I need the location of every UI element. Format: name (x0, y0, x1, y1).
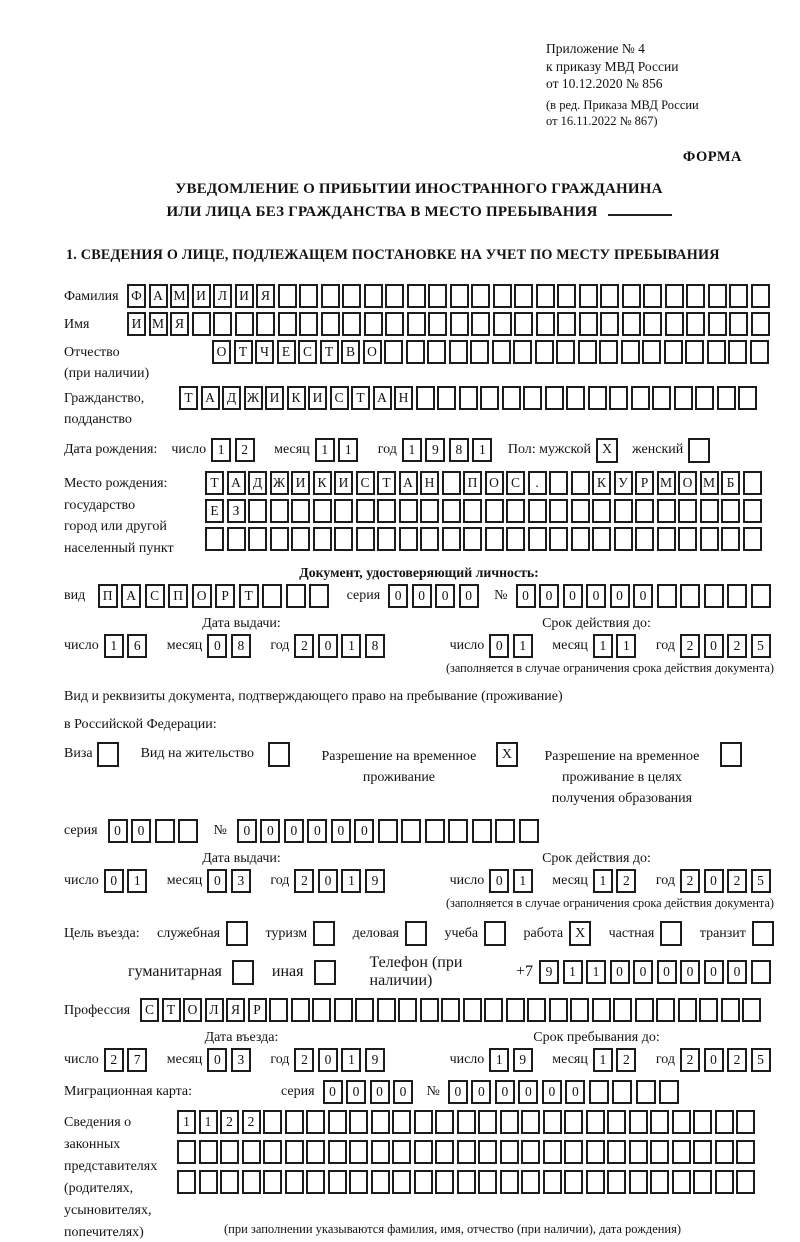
legal-reps-label6: попечителях) (64, 1221, 177, 1242)
residence-doc-options (64, 742, 774, 809)
migration-series-label: серия (281, 1084, 315, 1100)
day-label: число (64, 873, 99, 889)
residence-expiry-month[interactable]: 1 2 (593, 869, 640, 893)
identity-doc-series-label: серия (347, 588, 381, 604)
residence-issue-day[interactable]: 0 1 (104, 869, 151, 893)
identity-doc-row (64, 584, 774, 608)
appendix-line: Приложение № 4 (546, 40, 762, 58)
temp-residence-education-option (532, 742, 742, 809)
visa-option (64, 742, 119, 767)
identity-doc-date-headers (64, 616, 774, 632)
patronymic-row (64, 340, 774, 384)
patronymic-label: Отчество (64, 340, 212, 363)
residence-permit-label: Вид на жительство (141, 742, 254, 762)
purpose-other-label: иная (272, 963, 304, 981)
temp-residence-label: Разрешение на временное проживание (310, 742, 488, 788)
entry-year[interactable]: 2 0 1 9 (294, 1048, 388, 1072)
given-name-label: Имя (64, 312, 127, 335)
stay-until-year[interactable]: 2 0 2 5 (680, 1048, 774, 1072)
residence-series-field[interactable]: 0 0 (108, 819, 202, 843)
form-title-line1: УВЕДОМЛЕНИЕ О ПРИБЫТИИ ИНОСТРАННОГО ГРАЖДАНИНА (64, 178, 774, 201)
legal-reps-label2: законных (64, 1133, 177, 1155)
surname-label: Фамилия (64, 284, 127, 307)
given-name-row (64, 312, 774, 336)
citizenship-sublabel: подданство (64, 409, 179, 430)
patronymic-field[interactable]: О Т Ч Е С Т В О (212, 340, 771, 364)
residence-issue-year[interactable]: 2 0 1 9 (294, 869, 388, 893)
purpose-study (444, 921, 506, 946)
day-label: число (450, 638, 485, 654)
birth-month-field[interactable]: 1 1 (315, 438, 362, 462)
legal-reps-field-row2[interactable] (177, 1140, 758, 1164)
entry-dates-row (64, 1048, 774, 1072)
form-title-line2: ИЛИ ЛИЦА БЕЗ ГРАЖДАНСТВА В МЕСТО ПРЕБЫВАНИЯ (167, 204, 598, 220)
visa-checkbox[interactable] (97, 742, 119, 767)
residence-doc-date-headers (64, 851, 774, 867)
migration-series-field[interactable]: 0 0 0 0 (323, 1080, 417, 1104)
residence-series-label: серия (64, 823, 98, 839)
entry-date-header: Дата въезда: (64, 1030, 419, 1046)
birth-day-field[interactable]: 1 2 (211, 438, 258, 462)
birth-place-label-city1: город или другой (64, 515, 205, 537)
patronymic-sublabel: (при наличии) (64, 363, 212, 384)
purpose-work-checkbox[interactable]: X (569, 921, 591, 946)
legal-reps-label4: (родителях, (64, 1177, 177, 1199)
purpose-work-label: работа (523, 926, 563, 942)
appendix-amendment-line: от 16.11.2022 № 867) (546, 113, 762, 129)
legal-reps-label1: Сведения о (64, 1110, 177, 1133)
day-label: число (450, 1052, 485, 1068)
temp-residence-option (310, 742, 518, 788)
year-label: год (656, 873, 675, 889)
appendix-line: к приказу МВД России (546, 58, 762, 76)
legal-reps-note: (при заполнении указываются фамилия, имя, отчество (при наличии), дата рождения) (224, 1222, 774, 1237)
entry-purpose-row (64, 921, 774, 946)
appendix-amendment-line: (в ред. Приказа МВД России (546, 97, 762, 113)
residence-issue-month[interactable]: 0 3 (207, 869, 254, 893)
migration-number-label: № (427, 1084, 440, 1100)
legal-reps-field-row1[interactable]: 1 1 2 2 (177, 1110, 758, 1134)
purpose-tourism (266, 921, 336, 946)
purpose-transit-checkbox[interactable] (752, 921, 774, 946)
residence-doc-dates-row (64, 869, 774, 893)
month-label: месяц (167, 873, 203, 889)
phone-prefix: +7 (516, 963, 533, 981)
stay-until-month[interactable]: 1 2 (593, 1048, 640, 1072)
month-label: месяц (167, 1052, 203, 1068)
birth-date-row (64, 438, 774, 463)
temp-residence-education-label: Разрешение на временное проживание в целях получения образования (532, 742, 712, 809)
purpose-official (157, 921, 248, 946)
purpose-private-label: частная (609, 926, 655, 942)
surname-row (64, 284, 774, 308)
entry-day[interactable]: 2 7 (104, 1048, 151, 1072)
identity-doc-note: (заполняется в случае ограничения срока действия документа) (64, 661, 774, 676)
month-label: месяц (552, 638, 588, 654)
identity-doc-dates-row (64, 634, 774, 658)
purpose-transit-label: транзит (700, 926, 746, 942)
birth-place-label: Место рождения: (64, 471, 205, 494)
profession-field[interactable]: С Т О Л Я Р (140, 998, 764, 1022)
temp-residence-education-checkbox[interactable] (720, 742, 742, 767)
sex-female-label: женский (632, 442, 683, 458)
day-label: число (171, 442, 206, 458)
appendix-line: от 10.12.2020 № 856 (546, 75, 762, 93)
month-label: месяц (274, 442, 310, 458)
citizenship-label: Гражданство, (64, 386, 179, 409)
identity-doc-type-label: вид (64, 588, 93, 604)
birth-place-label-city2: населенный пункт (64, 537, 205, 559)
month-label: месяц (552, 873, 588, 889)
issue-date-header: Дата выдачи: (64, 851, 419, 867)
purpose-study-checkbox[interactable] (484, 921, 506, 946)
year-label: год (656, 1052, 675, 1068)
legal-reps-label3: представителях (64, 1155, 177, 1177)
migration-card-label: Миграционная карта: (64, 1084, 240, 1100)
purpose-humanitarian-checkbox[interactable] (232, 960, 254, 985)
migration-card-row (64, 1080, 774, 1104)
birth-place-field-row2[interactable]: Е З (205, 499, 764, 523)
residence-number-field[interactable]: 0 0 0 0 0 0 (237, 819, 543, 843)
purpose-official-label: служебная (157, 926, 220, 942)
appendix-header (546, 40, 762, 129)
form-title (64, 178, 774, 223)
migration-number-field[interactable]: 0 0 0 0 0 0 (448, 1080, 683, 1104)
form-number-blank (608, 214, 672, 216)
expiry-date-header: Срок действия до: (419, 616, 774, 632)
surname-field[interactable]: Ф А М И Л И Я (127, 284, 772, 308)
section1-heading: 1. СВЕДЕНИЯ О ЛИЦЕ, ПОДЛЕЖАЩЕМ ПОСТАНОВКЕ НА УЧЕТ ПО МЕСТУ ПРЕБЫВАНИЯ (66, 247, 774, 264)
residence-expiry-day[interactable]: 0 1 (489, 869, 536, 893)
identity-issue-month[interactable]: 0 8 (207, 634, 254, 658)
identity-issue-year[interactable]: 2 0 1 8 (294, 634, 388, 658)
given-name-field[interactable]: И М Я (127, 312, 772, 336)
identity-issue-day[interactable]: 1 6 (104, 634, 151, 658)
residence-expiry-year[interactable]: 2 0 2 5 (680, 869, 774, 893)
forma-label: ФОРМА (64, 149, 742, 166)
birth-place-label-state: государство (64, 494, 205, 516)
residence-doc-intro1: Вид и реквизиты документа, подтверждающего право на пребывание (проживание) (64, 684, 774, 710)
sex-male-checkbox[interactable]: X (596, 438, 618, 463)
birth-place-field-row1[interactable]: Т А Д Ж И К И С Т А Н П О С . К У Р М О М Б (205, 471, 764, 495)
residence-number-label: № (214, 823, 227, 839)
identity-doc-heading: Документ, удостоверяющий личность: (64, 565, 774, 581)
year-label: год (656, 638, 675, 654)
citizenship-row (64, 386, 774, 430)
visa-label: Виза (64, 742, 93, 762)
phone-label: Телефон (при наличии) (370, 954, 470, 990)
purpose-private (609, 921, 683, 946)
purpose-humanitarian (128, 960, 254, 985)
year-label: год (270, 1052, 289, 1068)
identity-doc-number-field[interactable]: 0 0 0 0 0 0 (516, 584, 775, 608)
purpose-study-label: учеба (444, 926, 478, 942)
residence-doc-series-row (64, 819, 774, 843)
month-label: месяц (552, 1052, 588, 1068)
purpose-work (523, 921, 591, 946)
residence-permit-option (141, 742, 290, 767)
birth-place-field-row3[interactable] (205, 527, 764, 551)
residence-doc-note: (заполняется в случае ограничения срока действия документа) (64, 896, 774, 911)
residence-permit-checkbox[interactable] (268, 742, 290, 767)
stay-until-day[interactable]: 1 9 (489, 1048, 536, 1072)
identity-doc-series-field[interactable]: 0 0 0 0 (388, 584, 482, 608)
year-label: год (270, 638, 289, 654)
profession-row (64, 998, 774, 1022)
identity-expiry-year[interactable]: 2 0 2 5 (680, 634, 774, 658)
purpose-official-checkbox[interactable] (226, 921, 248, 946)
identity-doc-type-field[interactable]: П А С П О Р Т (98, 584, 333, 608)
purpose-transit (700, 921, 774, 946)
sex-female-checkbox[interactable] (688, 438, 710, 463)
issue-date-header: Дата выдачи: (64, 616, 419, 632)
expiry-date-header: Срок действия до: (419, 851, 774, 867)
temp-residence-checkbox[interactable]: X (496, 742, 518, 767)
purpose-business (353, 921, 427, 946)
legal-reps-field-row3[interactable] (177, 1170, 758, 1194)
purpose-humanitarian-label: гуманитарная (128, 963, 222, 981)
identity-expiry-day[interactable]: 0 1 (489, 634, 536, 658)
day-label: число (64, 638, 99, 654)
day-label: число (64, 1052, 99, 1068)
year-label: год (378, 442, 397, 458)
profession-label: Профессия (64, 998, 140, 1021)
entry-purpose-row2 (64, 954, 774, 990)
purpose-business-checkbox[interactable] (405, 921, 427, 946)
sex-male-label: Пол: мужской (508, 442, 591, 458)
birth-year-field[interactable]: 1 9 8 1 (402, 438, 496, 462)
entry-date-headers (64, 1030, 774, 1046)
citizenship-field[interactable]: Т А Д Ж И К И С Т А Н (179, 386, 760, 410)
month-label: месяц (167, 638, 203, 654)
purpose-business-label: деловая (353, 926, 399, 942)
entry-month[interactable]: 0 3 (207, 1048, 254, 1072)
phone-field[interactable]: 9 1 1 0 0 0 0 0 0 (539, 960, 774, 984)
purpose-other-checkbox[interactable] (314, 960, 336, 985)
purpose-other (272, 960, 336, 985)
purpose-tourism-label: туризм (266, 926, 308, 942)
purpose-tourism-checkbox[interactable] (313, 921, 335, 946)
identity-doc-number-label: № (494, 588, 507, 604)
birth-date-label: Дата рождения: (64, 442, 157, 458)
identity-expiry-month[interactable]: 1 1 (593, 634, 640, 658)
legal-reps-label5: усыновителях, (64, 1199, 177, 1221)
entry-purpose-label: Цель въезда: (64, 926, 140, 942)
residence-doc-intro2: в Российской Федерации: (64, 712, 774, 738)
year-label: год (270, 873, 289, 889)
purpose-private-checkbox[interactable] (660, 921, 682, 946)
day-label: число (450, 873, 485, 889)
stay-until-header: Срок пребывания до: (419, 1030, 774, 1046)
birth-place-block (64, 471, 774, 560)
